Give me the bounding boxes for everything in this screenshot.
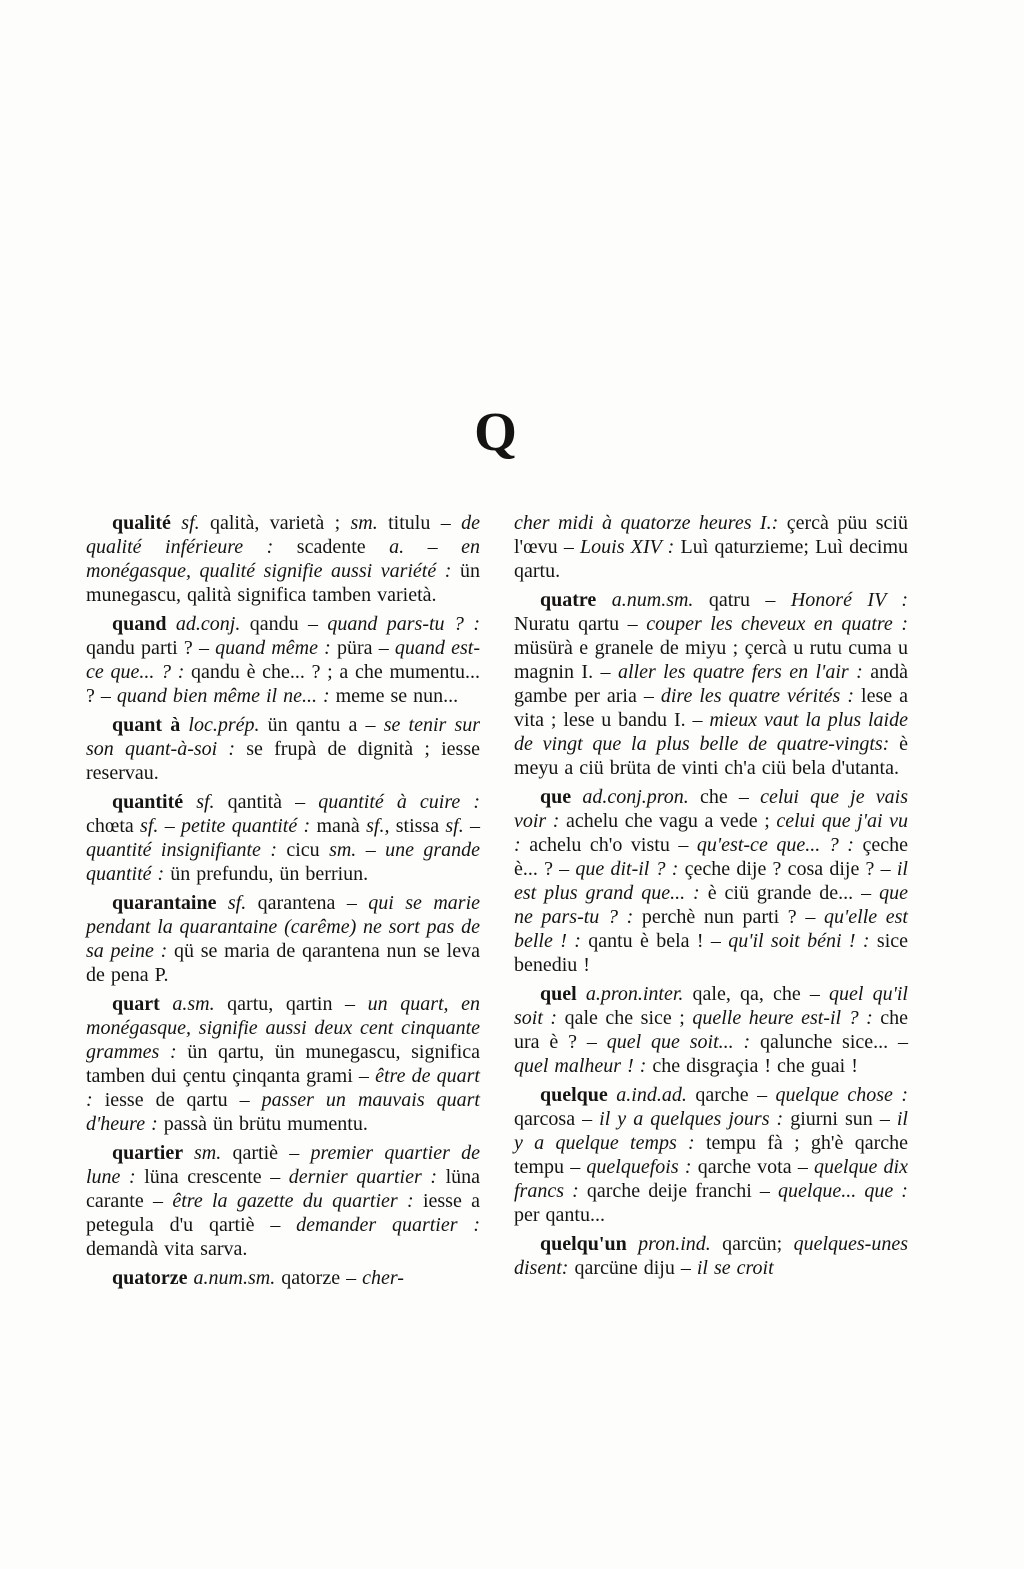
italic-text: a.sm. (172, 993, 228, 1015)
roman-text: cicu (286, 839, 330, 861)
roman-text: ün prefundu, ün berriun. (170, 863, 369, 885)
roman-text: müsürà e granele de miyu ; çercà u rutu cuma u magnin I. – (514, 637, 908, 683)
italic-text: une grande quantité : (86, 839, 480, 885)
italic-text: il est plus grand que... : (514, 858, 908, 904)
roman-text: – (365, 839, 386, 861)
headword: quelque (540, 1084, 617, 1106)
entry-quant-a (86, 713, 480, 785)
italic-text: demander quartier : (296, 1214, 480, 1236)
italic-text: se tenir sur son quant-à-soi : (86, 714, 481, 760)
italic-text: quelque chose : (775, 1084, 908, 1106)
roman-text: lese a vita ; lese u bandu I. – (514, 685, 908, 731)
entry-quelqu-un (514, 1232, 908, 1280)
italic-text: qu'est-ce que... ? : (696, 834, 863, 856)
italic-text: aller les quatre fers en l'air : (617, 661, 871, 683)
italic-text: Louis XIV : (580, 536, 681, 558)
roman-text: – (470, 815, 481, 837)
roman-text: Luì qaturzieme; Luì decimu qartu. (514, 536, 908, 582)
roman-text: lüna carante – (86, 1166, 481, 1212)
section-letter-heading: Q (474, 401, 518, 462)
italic-text: sf. (445, 815, 471, 837)
italic-text: cher midi à quatorze heures I.: (514, 512, 787, 534)
roman-text: püra – (337, 637, 395, 659)
roman-text: che – (699, 786, 761, 808)
entry-quatre (514, 588, 908, 780)
roman-text: per qantu... (514, 1204, 605, 1226)
italic-text: quel que soit... : (606, 1031, 761, 1053)
roman-text: qale, qa, che – (692, 983, 830, 1005)
entry-quel (514, 982, 908, 1078)
entry-continuation (514, 511, 908, 583)
roman-text: qatorze – (281, 1267, 363, 1289)
italic-text: quelques-unes disent: (514, 1233, 908, 1279)
headword: quatre (540, 589, 612, 611)
roman-text: achelu che vagu a vede ; (565, 810, 777, 832)
italic-text: que dit-il ? : (575, 858, 685, 880)
italic-text: celui que je vais voir : (514, 786, 908, 832)
entry-quelque (514, 1083, 908, 1227)
roman-text: demandà vita sarva. (86, 1238, 248, 1260)
roman-text: qarcüne diju – (574, 1257, 697, 1279)
roman-text: qarche – (695, 1084, 776, 1106)
italic-text: quand pars-tu ? : (327, 613, 480, 635)
roman-text: titulu – (388, 512, 462, 534)
headword: que (540, 786, 583, 808)
roman-text: çeche è... ? – (514, 834, 908, 880)
italic-text: sm. (350, 512, 389, 534)
headword: quel (540, 983, 586, 1005)
roman-text: çeche dije ? cosa dije ? – (684, 858, 897, 880)
italic-text: a.num.sm. (611, 589, 709, 611)
roman-text: qantità – (227, 791, 319, 813)
italic-text: il se croit (696, 1257, 774, 1279)
italic-text: sf. (140, 815, 165, 837)
italic-text: quand même : (215, 637, 338, 659)
roman-text: – (427, 536, 462, 558)
roman-text: qale che sice ; (564, 1007, 693, 1029)
column-left (86, 511, 480, 1295)
italic-text: quelque... que : (777, 1180, 908, 1202)
column-right (514, 511, 908, 1295)
italic-text: sm. (193, 1142, 233, 1164)
headword: quelqu'un (540, 1233, 639, 1255)
roman-text: çercà püu sciü l'œvu – (514, 512, 908, 558)
italic-text: quantité à cuire : (318, 791, 480, 813)
roman-text: tempu fà ; gh'è qarche tempu – (514, 1132, 908, 1178)
roman-text: qalità, varietà ; (210, 512, 351, 534)
headword: quant à (112, 714, 189, 736)
italic-text: sf. (196, 791, 228, 813)
roman-text: chœta (86, 815, 141, 837)
roman-text: sice benediu ! (514, 930, 909, 976)
roman-text: giurni sun – (790, 1108, 897, 1130)
italic-text: qu'il soit béni ! : (728, 930, 877, 952)
italic-text: a.pron.inter. (585, 983, 693, 1005)
roman-text: qantu è bela ! – (588, 930, 729, 952)
italic-text: passer un mauvais quart d'heure : (86, 1089, 480, 1135)
italic-text: dernier quartier : (288, 1166, 446, 1188)
roman-text: che ura è ? – (514, 1007, 909, 1053)
italic-text: cher- (362, 1267, 404, 1289)
italic-text: ad.conj.pron. (582, 786, 700, 808)
italic-text: sm. (329, 839, 366, 861)
italic-text: quelque dix francs : (514, 1156, 908, 1202)
entry-quantite (86, 790, 480, 886)
italic-text: pron.ind. (638, 1233, 723, 1255)
italic-text: a.num.sm. (193, 1267, 282, 1289)
italic-text: premier quartier de lune : (86, 1142, 481, 1188)
roman-text: meme se nun... (335, 685, 459, 707)
entry-que (514, 785, 908, 977)
roman-text: qandu – (249, 613, 328, 635)
italic-text: être de quart : (86, 1065, 480, 1111)
italic-text: sf., (366, 815, 396, 837)
roman-text: Nuratu qartu – (514, 613, 647, 635)
roman-text: è meyu a ciü brüta de vinti ch'a ciü bela d'utanta. (514, 733, 908, 779)
roman-text: – (164, 815, 181, 837)
italic-text: sf. (181, 512, 210, 534)
roman-text: qartu, qartin – (227, 993, 368, 1015)
roman-text: lüna crescente – (144, 1166, 289, 1188)
roman-text: manà (316, 815, 367, 837)
roman-text: qarche vota – (697, 1156, 815, 1178)
roman-text: che disgraçia ! che guai ! (652, 1055, 858, 1077)
italic-text: a. (389, 536, 428, 558)
roman-text: andà gambe per aria – (514, 661, 908, 707)
italic-text: dire les quatre vérités : (660, 685, 862, 707)
roman-text: qü se maria de qarantena nun se leva de pena P. (86, 940, 480, 986)
roman-text: qartiè – (232, 1142, 311, 1164)
italic-text: un quart, en monégasque, signifie aussi deux cent cinquante grammes : (86, 993, 481, 1063)
italic-text: être la gazette du quartier : (172, 1190, 423, 1212)
roman-text: qarche deije franchi – (586, 1180, 778, 1202)
roman-text: qarcosa – (514, 1108, 600, 1130)
headword: quart (112, 993, 173, 1015)
entry-quatorze (86, 1266, 480, 1290)
italic-text: quelquefois : (586, 1156, 698, 1178)
italic-text: quel malheur ! : (514, 1055, 653, 1077)
italic-text: quel qu'il soit : (514, 983, 908, 1029)
roman-text: passà ün brütu mumentu. (163, 1113, 368, 1135)
roman-text: scadente (296, 536, 390, 558)
roman-text: qalunche sice... – (760, 1031, 909, 1053)
roman-text: è ciü grande de... – (707, 882, 880, 904)
roman-text: perchè nun parti ? – (641, 906, 824, 928)
roman-text: qarantena – (257, 892, 369, 914)
italic-text: qu'elle est belle ! : (514, 906, 908, 952)
entry-quart (86, 992, 480, 1136)
entry-quand (86, 612, 480, 708)
italic-text: en monégasque, qualité signifie aussi variété : (86, 536, 480, 582)
headword: quartier (112, 1142, 194, 1164)
roman-text: iesse a petegula d'u qartiè – (86, 1190, 480, 1236)
headword: qualité (112, 512, 182, 534)
roman-text: stissa (395, 815, 446, 837)
entry-quartier (86, 1141, 480, 1261)
entry-qualite (86, 511, 480, 607)
italic-text: couper les cheveux en quatre : (646, 613, 908, 635)
italic-text: il y a quelques jours : (599, 1108, 791, 1130)
entry-quarantaine (86, 891, 480, 987)
roman-text: qatru – (708, 589, 791, 611)
italic-text: quelle heure est-il ? : (692, 1007, 881, 1029)
italic-text: petite quantité : (180, 815, 317, 837)
italic-text: qui se marie pendant la quarantaine (carême) ne sort pas de sa peine : (86, 892, 480, 962)
headword: quarantaine (112, 892, 228, 914)
italic-text: quantité insignifiante : (86, 839, 287, 861)
italic-text: de qualité inférieure : (86, 512, 480, 558)
roman-text: qandu parti ? – (86, 637, 216, 659)
italic-text: que ne pars-tu ? : (514, 882, 908, 928)
italic-text: celui que j'ai vu : (514, 810, 908, 856)
roman-text: qarcün; (722, 1233, 794, 1255)
italic-text: loc.prép. (188, 714, 268, 736)
roman-text: ün munegascu, qalità significa tamben varietà. (86, 560, 480, 606)
roman-text: iesse de qartu – (104, 1089, 262, 1111)
italic-text: a.ind.ad. (616, 1084, 696, 1106)
italic-text: ad.conj. (175, 613, 250, 635)
headword: quantité (112, 791, 197, 813)
italic-text: mieux vaut la plus laide de vingt que la plus belle de quatre-vingts: (514, 709, 908, 755)
headword: quand (112, 613, 176, 635)
italic-text: quand est-ce que... ? : (86, 637, 480, 683)
roman-text: ün qartu, ün munegascu, significa tamben dui çentu çinqanta grami – (86, 1041, 480, 1087)
roman-text: achelu ch'o vistu – (529, 834, 697, 856)
roman-text: qandu è che... ? ; a che mumentu... ? – (86, 661, 480, 707)
text-columns (86, 511, 908, 1295)
roman-text: se frupà de dignità ; iesse reservau. (86, 738, 480, 784)
italic-text: Honoré IV : (790, 589, 909, 611)
roman-text: ün qantu a – (267, 714, 384, 736)
italic-text: il y a quelque temps : (514, 1108, 908, 1154)
headword: quatorze (112, 1267, 194, 1289)
italic-text: quand bien même il ne... : (116, 685, 336, 707)
italic-text: sf. (227, 892, 258, 914)
